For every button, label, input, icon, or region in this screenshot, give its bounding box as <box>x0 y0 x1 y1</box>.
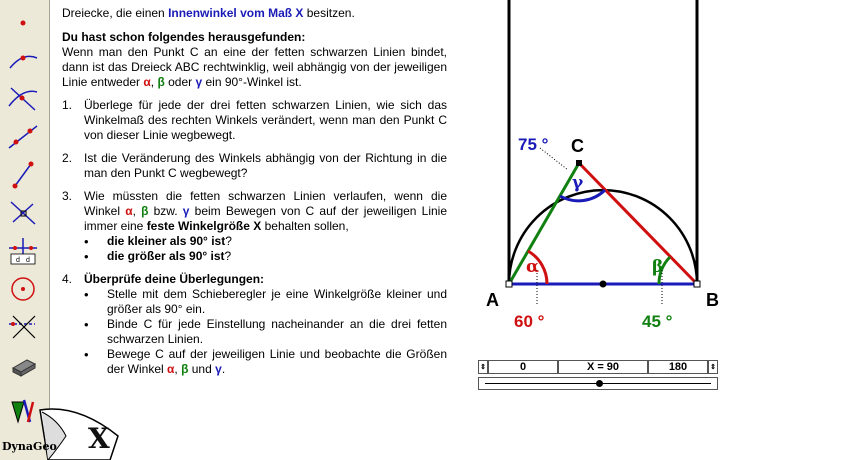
point-B[interactable] <box>694 281 700 287</box>
intro-highlight: Innenwinkel vom Maß X <box>168 6 304 20</box>
svg-text:d: d <box>16 257 20 264</box>
delete-icon <box>5 312 41 342</box>
svg-text:X: X <box>88 422 110 455</box>
circle-tool[interactable] <box>3 272 43 306</box>
angle-slider[interactable] <box>478 360 718 392</box>
perpendicular-icon <box>5 198 41 228</box>
beta-value: 45 ° <box>642 312 673 331</box>
point-tool[interactable] <box>3 6 43 40</box>
task-1: 1. Überlege für jede der drei fetten schwarzen Linien, wie sich das Winkelmaß des rechten Winkels verändert, wenn man den Punkt C von dieser Linie wegbewegt. <box>62 98 447 142</box>
perpendicular-tool[interactable] <box>3 196 43 230</box>
circle-icon <box>5 274 41 304</box>
found-heading: Du hast schon folgendes herausgefunden: <box>62 30 306 44</box>
task-4-sub-3: • Bewege C auf der jeweiligen Linie und beobachte die Größen der Winkel α, β und γ. <box>84 347 447 377</box>
slider-value-label: X = 90 <box>558 360 648 374</box>
line-tool[interactable] <box>3 120 43 154</box>
slider-min: 0 <box>488 360 558 374</box>
instruction-panel <box>62 6 447 385</box>
spin-left-icon[interactable]: ⇕ <box>478 360 488 374</box>
point-C[interactable] <box>576 160 582 166</box>
point-on-line-tool[interactable] <box>3 44 43 78</box>
point-icon <box>5 8 41 38</box>
intro-text: Dreiecke, die einen Innenwinkel vom Maß X besitzen. <box>62 6 355 20</box>
task-4-sub-2: • Binde C für jede Einstellung nacheinander an die drei fetten schwarzen Linien. <box>84 317 447 347</box>
measure-tool[interactable] <box>3 234 43 268</box>
point-on-line-icon <box>5 46 41 76</box>
label-A: A <box>486 290 499 310</box>
gamma-label: γ <box>572 173 584 193</box>
dynageo-logo <box>0 396 130 460</box>
eraser-icon <box>5 350 41 380</box>
measure-icon <box>5 236 41 266</box>
slider-max: 180 <box>648 360 708 374</box>
midpoint-M[interactable] <box>600 281 607 288</box>
alpha-label: α <box>526 257 540 277</box>
slider-knob[interactable] <box>596 380 603 387</box>
line-icon <box>5 122 41 152</box>
point-A[interactable] <box>506 281 512 287</box>
delete-tool[interactable] <box>3 310 43 344</box>
beta-label: β <box>652 257 664 277</box>
label-B: B <box>706 290 719 310</box>
task-2: 2. Ist die Veränderung des Winkels abhängig von der Richtung in die man den Punkt C wegbewegt? <box>62 151 447 180</box>
task-3-sub-2: • die größer als 90° ist? <box>84 249 447 264</box>
spin-right-icon[interactable]: ⇕ <box>708 360 718 374</box>
gamma-value: 75 ° <box>518 135 549 154</box>
tool-palette <box>0 0 50 460</box>
slider-track[interactable] <box>478 377 718 390</box>
intersection-tool[interactable] <box>3 82 43 116</box>
task-4-sub-1: • Stelle mit dem Schieberegler je eine Winkelgröße kleiner und größer als 90° ein. <box>84 287 447 317</box>
logo-text: DynaGeo <box>2 440 57 453</box>
task-3-sub-1: • die kleiner als 90° ist? <box>84 234 447 249</box>
eraser-tool[interactable] <box>3 348 43 382</box>
label-C: C <box>571 136 584 156</box>
svg-text:d: d <box>26 257 30 264</box>
alpha-value: 60 ° <box>514 312 545 331</box>
intersection-icon <box>5 84 41 114</box>
task-list <box>62 98 447 377</box>
side-a[interactable] <box>579 163 697 284</box>
task-4: 4. Überprüfe deine Überlegungen: • Stelle mit dem Schieberegler je eine Winkelgröße kleiner und größer als 90° ein. • Binde C für jede Einstellung nacheinander an die drei fetten schwarzen Linien. • Bewege C auf der jeweiligen Linie und beobachte die Größen der Winkel α, β und γ. <box>62 272 447 377</box>
segment-icon <box>5 160 41 190</box>
task-3: 3. Wie müssten die fetten schwarzen Linien verlaufen, wenn die Winkel α, β bzw. γ beim Bewegen von C auf der jeweiligen Linie immer eine feste Winkelgröße X behalten sollen, • die kleiner als 90° ist? • die größer als 90° ist? <box>62 189 447 264</box>
segment-tool[interactable] <box>3 158 43 192</box>
found-body: Wenn man den Punkt C an eine der fetten schwarzen Linien bindet, dann ist das Dreieck ABC rechtwinklig, weil abhängig von der jeweiligen Linie entweder α, β oder γ ein 90°-Winkel ist. <box>62 45 447 89</box>
